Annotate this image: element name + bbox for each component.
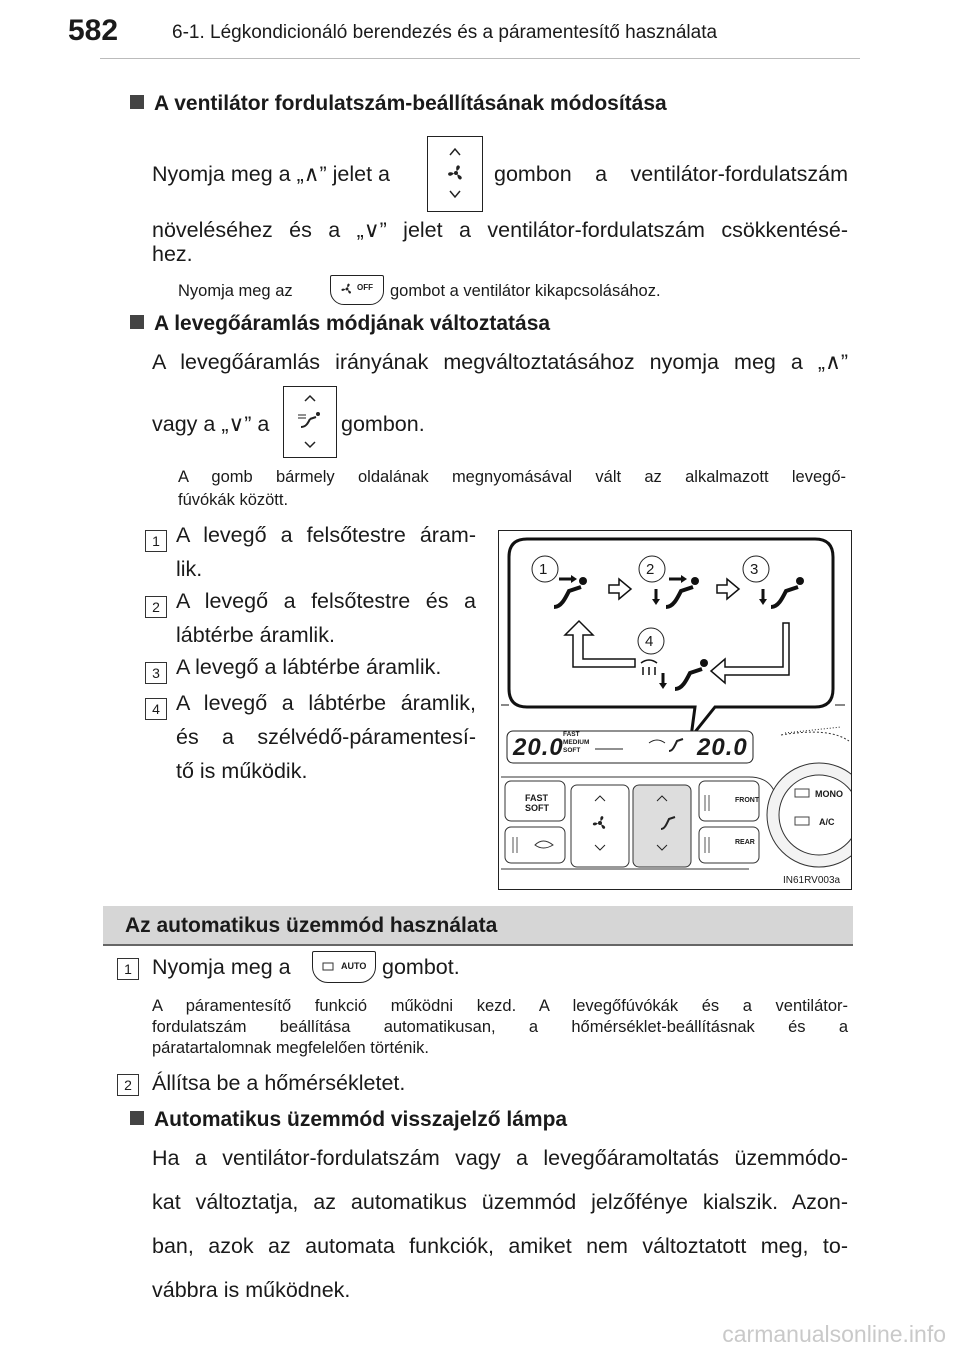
airflow-mode-icon [284, 387, 336, 457]
figure-drawing [499, 531, 851, 889]
auto-button[interactable] [312, 951, 376, 983]
fan-line3: hez. [152, 242, 193, 266]
mono-button[interactable]: MONO [815, 789, 843, 799]
airflow-heading [130, 312, 550, 336]
front-defrost-button[interactable]: FRONT [735, 797, 760, 804]
list-item-line: A levegő a felsőtestre és a [176, 589, 476, 613]
fan-off-button[interactable] [330, 275, 384, 305]
list-number: 4 [145, 698, 167, 720]
step-1-note [152, 996, 848, 1059]
airflow-note1 [178, 467, 846, 488]
airflow-line1-text: A levegőáramlás irányának megváltoztatásához nyomja meg a „∧” [152, 350, 848, 374]
note-line: páratartalomnak megfelelően történik. [152, 1039, 429, 1057]
list-item-line: A levegő a felsőtestre áram- [176, 523, 476, 547]
list-item-3 [176, 650, 476, 684]
list-num-4 [145, 698, 167, 720]
fan-speed-button[interactable] [427, 136, 483, 212]
list-item-line: lábtérbe áramlik. [176, 623, 335, 647]
fan-level-soft: SOFT [563, 747, 581, 754]
heading-text: Automatikus üzemmód visszajelző lámpa [154, 1108, 568, 1131]
list-item-1 [176, 518, 476, 586]
watermark: carmanualsonline.info [722, 1321, 946, 1347]
chapter-title: 6-1. Légkondicionáló berendezés és a páramentesítő használata [172, 22, 718, 43]
note-line: A páramentesítő funkció működni kezd. A levegőfúvókák és a ventilátor- [152, 997, 848, 1015]
step-number: 2 [117, 1074, 139, 1096]
airflow-note2: fúvókák között. [178, 491, 289, 509]
step-number: 1 [117, 958, 139, 980]
list-item-line: lik. [176, 557, 203, 581]
square-bullet-icon [130, 1111, 144, 1125]
square-bullet-icon [130, 95, 144, 109]
list-number: 2 [145, 596, 167, 618]
list-num-1 [145, 530, 167, 552]
list-item-4 [176, 686, 476, 788]
paragraph-line: vábbra is működnek. [152, 1278, 351, 1302]
list-item-line: A levegő a lábtérbe áramlik. [176, 655, 442, 679]
rear-defrost-button[interactable]: REAR [735, 839, 755, 846]
step-2: Állítsa be a hőmérsékletet. [152, 1071, 406, 1095]
temp-right-display: 20.0 [697, 734, 748, 761]
note-line: fordulatszám beállítása automatikusan, a hőmérséklet-beállításnak és a [152, 1018, 848, 1036]
callout-1: 1 [539, 561, 548, 578]
fan-speed-heading [130, 92, 667, 116]
list-item-line: A levegő a lábtérbe áramlik, [176, 691, 476, 715]
fan-line1a: Nyomja meg a „∧” jelet a [152, 162, 390, 186]
lamp-heading [130, 1108, 567, 1132]
step-1a: Nyomja meg a [152, 955, 291, 979]
soft-label: SOFT [525, 803, 549, 813]
auto-section-title-bar [103, 906, 853, 946]
paragraph-line: Ha a ventilátor-fordulatszám vagy a levegőáramoltatás üzemmódo- [152, 1146, 848, 1170]
list-item-line: tő is működik. [176, 759, 308, 783]
step-1b: gombot. [382, 955, 460, 979]
heading-text: A ventilátor fordulatszám-beállításának módosítása [154, 92, 667, 115]
temp-left-display: 20.0 [513, 734, 564, 761]
lamp-paragraph [152, 1136, 848, 1312]
ac-button[interactable]: A/C [819, 817, 835, 827]
fan-line1b-text: gombon a ventilátor-fordulatszám [494, 162, 848, 186]
list-num-3 [145, 662, 167, 684]
header-rule [100, 58, 860, 59]
airflow-line2a: vagy a „∨” a [152, 412, 270, 436]
fan-line2 [152, 208, 848, 252]
airflow-line2b: gombon. [341, 412, 425, 436]
fast-label: FAST [525, 793, 549, 803]
figure-code: IN61RV003a [783, 875, 841, 886]
step-1-number [117, 958, 139, 980]
fan-level-labels [563, 731, 589, 755]
list-num-2 [145, 596, 167, 618]
page-number: 582 [68, 14, 119, 47]
fan-speed-button-icon [428, 137, 482, 211]
fan-note-b: gombot a ventilátor kikapcsolásához. [390, 282, 661, 300]
airflow-mode-button[interactable] [283, 386, 337, 458]
climate-panel-figure [498, 530, 852, 890]
list-number: 3 [145, 662, 167, 684]
fan-level-medium: MEDIUM [563, 739, 590, 746]
auto-label: AUTO [341, 961, 367, 971]
fan-line2-text: növeléséhez és a „∨” jelet a ventilátor-fordulatszám csökkentésé- [152, 218, 848, 242]
step-2-number [117, 1074, 139, 1096]
list-number: 1 [145, 530, 167, 552]
callout-4: 4 [645, 633, 654, 650]
callout-3: 3 [750, 561, 759, 578]
fan-level-fast: FAST [563, 731, 580, 738]
paragraph-line: ban, azok az automata funkciók, amiket nem változtatott meg, to- [152, 1234, 848, 1258]
list-item-2 [176, 584, 476, 652]
fan-line1b [494, 152, 848, 196]
off-label: OFF [357, 283, 373, 292]
section-title: Az automatikus üzemmód használata [125, 914, 498, 937]
fast-soft-button[interactable] [525, 793, 549, 813]
fan-note-a: Nyomja meg az [178, 282, 293, 300]
airflow-line1 [152, 340, 848, 384]
paragraph-line: kat változtatja, az automatikus üzemmód jelzőfénye kialszik. Azon- [152, 1190, 848, 1214]
list-item-line: és a szélvédő-páramentesí- [176, 725, 476, 749]
airflow-note1-text: A gomb bármely oldalának megnyomásával vált az alkalmazott levegő- [178, 468, 846, 486]
heading-text: A levegőáramlás módjának változtatása [154, 312, 551, 335]
callout-2: 2 [646, 561, 655, 578]
square-bullet-icon [130, 315, 144, 329]
